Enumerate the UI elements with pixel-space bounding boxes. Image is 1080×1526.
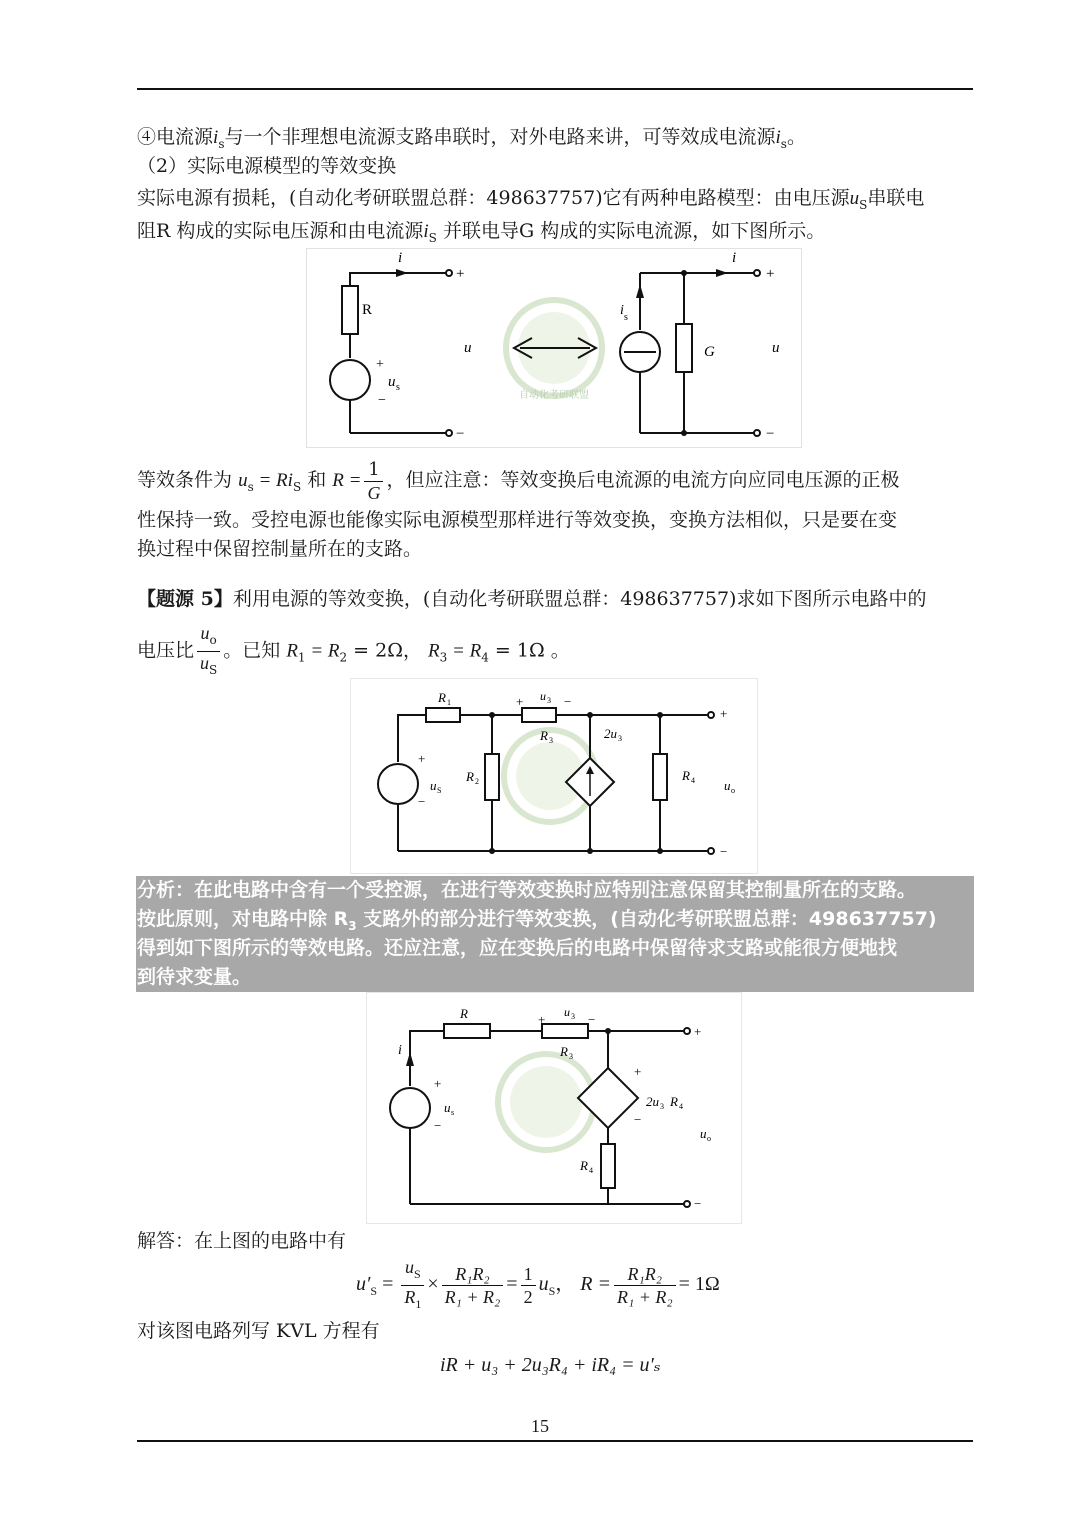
fig2-dep: 2u <box>604 726 617 741</box>
fig1-minus-left: − <box>456 426 465 442</box>
answer-eq2: iR + u₃ + 2u₃R₄ + iR₄ = u′ₛ <box>440 1354 661 1376</box>
svg-text:o: o <box>731 786 735 795</box>
svg-text:−: − <box>564 694 572 709</box>
fig1-us: u <box>388 374 396 390</box>
svg-text:3: 3 <box>660 1102 664 1111</box>
svg-text:4: 4 <box>679 1102 683 1111</box>
svg-text:3: 3 <box>547 696 551 705</box>
para1-line2: 阻R 构成的实际电压源和由电流源$i_S$ 并联电导G 构成的实际电流源，如下图所示。 <box>137 220 826 245</box>
fig2-R3: R <box>540 728 548 743</box>
svg-text:+: + <box>634 1064 642 1079</box>
figure-equivalent-circuit <box>366 992 742 1224</box>
problem5-line1: 【题源 5】利用电源的等效变换，(自动化考研联盟总群：498637757)求如下图所示电路中的 <box>137 588 927 610</box>
fig1-R: R <box>362 302 373 318</box>
answer-line1: 解答：在上图的电路中有 <box>137 1230 347 1252</box>
page-number: 15 <box>531 1416 549 1436</box>
fig2-R4: R <box>682 768 690 783</box>
fig1-plus-left: + <box>456 266 465 282</box>
svg-text:1: 1 <box>447 698 451 707</box>
svg-text:3: 3 <box>618 734 622 743</box>
analysis-line2: 按此原则，对电路中除 $R_3$ 支路外的部分进行等效变换，(自动化考研联盟总群：498637757) <box>137 908 937 933</box>
fig1-is: i <box>620 303 624 318</box>
watermark-text: 自动化考研联盟 <box>519 390 589 401</box>
svg-text:+: + <box>538 1012 546 1027</box>
fig1-i-left: i <box>398 250 403 266</box>
para1-line1: 实际电源有损耗，(自动化考研联盟总群：498637757)它有两种电路模型：由电压源$u_S$串联电 <box>137 187 925 212</box>
answer-eq1: $u'_S$ = $\frac{u_S}{R_1}$ × $\frac{\text{R₁R₂}}{\text{R₁ + R₂}}$ = $\frac{1}{2}$ $u_S$， R = $\frac{\text{R₁R₂}}{\text{R₁ + R₂}}$ = 1Ω <box>356 1256 720 1319</box>
fig1-u-left: u <box>464 340 472 356</box>
analysis-line1: 分析：在此电路中含有一个受控源，在进行等效变换时应特别注意保留其控制量所在的支路。 <box>137 879 917 901</box>
svg-text:−: − <box>434 1118 442 1133</box>
fig1-minus-right: − <box>766 426 775 442</box>
figure-source-models <box>306 248 802 448</box>
svg-text:−: − <box>588 1012 596 1027</box>
svg-text:s: s <box>451 1108 455 1117</box>
svg-text:S: S <box>437 786 442 795</box>
analysis-line3: 得到如下图所示的等效电路。还应注意，应在变换后的电路中保留待求支路或能很方便地找 <box>137 937 898 959</box>
fig3-u3: u <box>564 1005 570 1019</box>
fig3-dep: 2u <box>646 1094 659 1109</box>
fig2-R1: R <box>438 690 446 705</box>
bottom-rule <box>137 1440 973 1442</box>
svg-text:−: − <box>694 1196 702 1211</box>
svg-text:o: o <box>707 1134 711 1143</box>
svg-text:4: 4 <box>691 776 695 785</box>
fig3-R: R <box>460 1006 468 1021</box>
svg-text:+: + <box>516 694 524 709</box>
fig1-us-plus: + <box>376 357 384 372</box>
top-rule <box>137 88 973 90</box>
analysis-line4: 到待求变量。 <box>137 966 252 988</box>
svg-text:3: 3 <box>571 1012 575 1021</box>
svg-text:+: + <box>418 751 426 766</box>
section2-title: （2）实际电源模型的等效变换 <box>137 155 397 177</box>
svg-text:2: 2 <box>475 777 479 786</box>
fig1-G: G <box>704 344 715 360</box>
svg-text:s: s <box>624 312 628 323</box>
para2-line2: 性保持一致。受控电源也能像实际电源模型那样进行等效变换，变换方法相似，只是要在变 <box>137 509 898 531</box>
svg-text:−: − <box>634 1112 642 1127</box>
svg-text:+: + <box>694 1024 702 1039</box>
fig3-uo: u <box>700 1126 707 1141</box>
figure-problem5-circuit <box>350 678 758 874</box>
svg-text:+: + <box>720 706 728 721</box>
para2-line3: 换过程中保留控制量所在的支路。 <box>137 538 423 560</box>
fig3-i: i <box>398 1043 402 1058</box>
svg-text:4: 4 <box>589 1166 593 1175</box>
fig3-R3: R <box>560 1044 568 1059</box>
fig1-us-minus: − <box>378 393 386 408</box>
fig3-R4: R <box>580 1158 588 1173</box>
fig2-u3: u <box>540 689 546 703</box>
svg-text:3: 3 <box>569 1052 573 1061</box>
svg-text:+: + <box>434 1076 442 1091</box>
fig2-us: u <box>430 778 437 793</box>
fig2-R2: R <box>466 769 474 784</box>
para2-line1: 等效条件为 $u_s = Ri_S$ 和 R = $\frac{1}{G}$ ，但应注意：等效变换后电流源的电流方向应同电压源的正极 <box>137 458 900 503</box>
answer-line2: 对该图电路列写 KVL 方程有 <box>137 1320 380 1342</box>
fig2-uo: u <box>724 778 731 793</box>
svg-text:s: s <box>396 382 400 393</box>
fig3-us: u <box>444 1100 451 1115</box>
svg-text:−: − <box>720 844 728 859</box>
fig1-u-right: u <box>772 340 780 356</box>
svg-text:3: 3 <box>549 736 553 745</box>
fig1-i-right: i <box>732 250 737 266</box>
problem5-line2: 电压比 $\frac{u_o}{u_S}$ 。已知 $R_1 = R_2 = 2\Omega$， $R_3 = R_4 = 1\Omega$ 。 <box>137 622 570 681</box>
problem5-tag: 【题源 5】 <box>137 588 233 610</box>
svg-text:R: R <box>670 1094 678 1109</box>
item4-line: ④电流源$i_s$与一个非理想电流源支路串联时，对外电路来讲，可等效成电流源$i_s$。 <box>137 126 806 151</box>
fig1-plus-right: + <box>766 266 775 282</box>
svg-text:−: − <box>418 794 426 809</box>
